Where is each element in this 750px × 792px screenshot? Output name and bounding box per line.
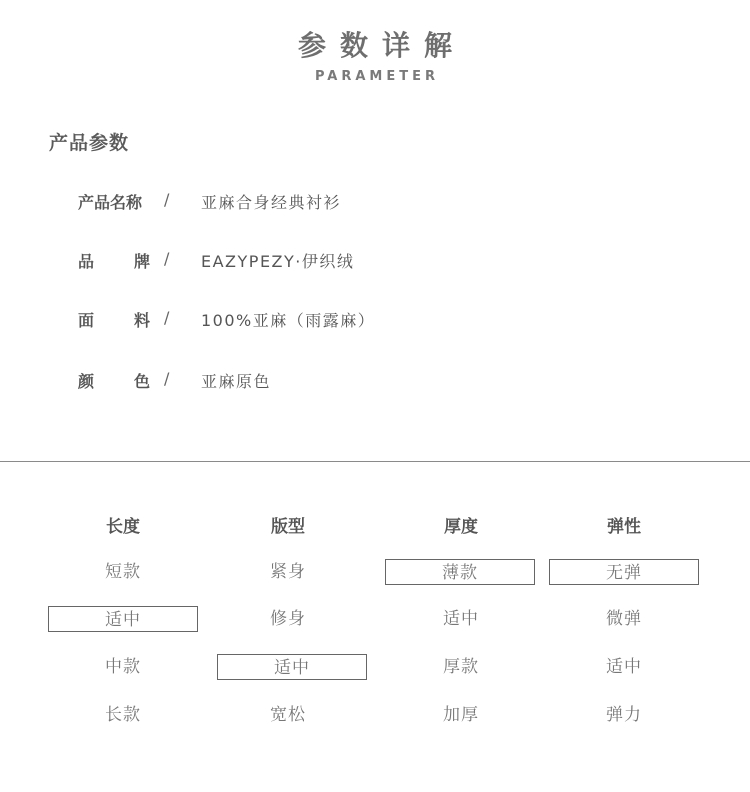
param-label (78, 308, 150, 331)
section-divider (0, 461, 750, 462)
option-length-2: 中款 (105, 657, 141, 677)
option-elasticity-1: 微弹 (606, 609, 642, 629)
param-separator: / (164, 249, 170, 268)
param-label (78, 249, 150, 272)
page-title: 参数详解 (297, 29, 466, 62)
param-label-char: 面 (78, 311, 95, 330)
param-label-char: 颜 (78, 372, 95, 391)
option-thickness-1: 适中 (443, 609, 479, 629)
param-value: 亚麻合身经典衬衫 (201, 193, 342, 212)
page-subtitle: PARAMETER (314, 69, 440, 84)
option-thickness-3: 加厚 (443, 705, 479, 725)
option-length-1: 适中 (48, 606, 198, 632)
option-length-3: 长款 (105, 705, 141, 725)
option-fit-0: 紧身 (270, 562, 306, 582)
option-fit-2: 适中 (217, 654, 367, 680)
param-label-char: 料 (133, 311, 150, 330)
param-label-char: 牌 (133, 252, 150, 271)
option-fit-3: 宽松 (270, 705, 306, 725)
option-thickness-2: 厚款 (443, 657, 479, 677)
option-elasticity-2: 适中 (606, 657, 642, 677)
param-value: EAZYPEZY·伊织绒 (201, 252, 355, 271)
param-separator: / (164, 190, 170, 209)
param-label-char: 色 (133, 372, 150, 391)
param-value: 亚麻原色 (201, 372, 272, 391)
option-length-0: 短款 (105, 562, 141, 582)
param-label-char: 品 (78, 252, 95, 271)
option-fit-1: 修身 (270, 609, 306, 629)
section-heading-product-params: 产品参数 (49, 132, 130, 154)
param-separator: / (164, 369, 170, 388)
column-header-length: 长度 (106, 517, 140, 537)
column-header-thickness: 厚度 (444, 517, 478, 537)
param-value: 100%亚麻（雨露麻） (201, 311, 376, 330)
option-elasticity-0: 无弹 (549, 559, 699, 585)
param-label (78, 369, 150, 392)
column-header-elasticity: 弹性 (607, 517, 641, 537)
param-label (78, 190, 150, 213)
param-label-text: 产品名称 (78, 193, 143, 212)
option-thickness-0: 薄款 (385, 559, 535, 585)
param-separator: / (164, 308, 170, 327)
column-header-fit: 版型 (271, 517, 305, 537)
option-elasticity-3: 弹力 (606, 705, 642, 725)
